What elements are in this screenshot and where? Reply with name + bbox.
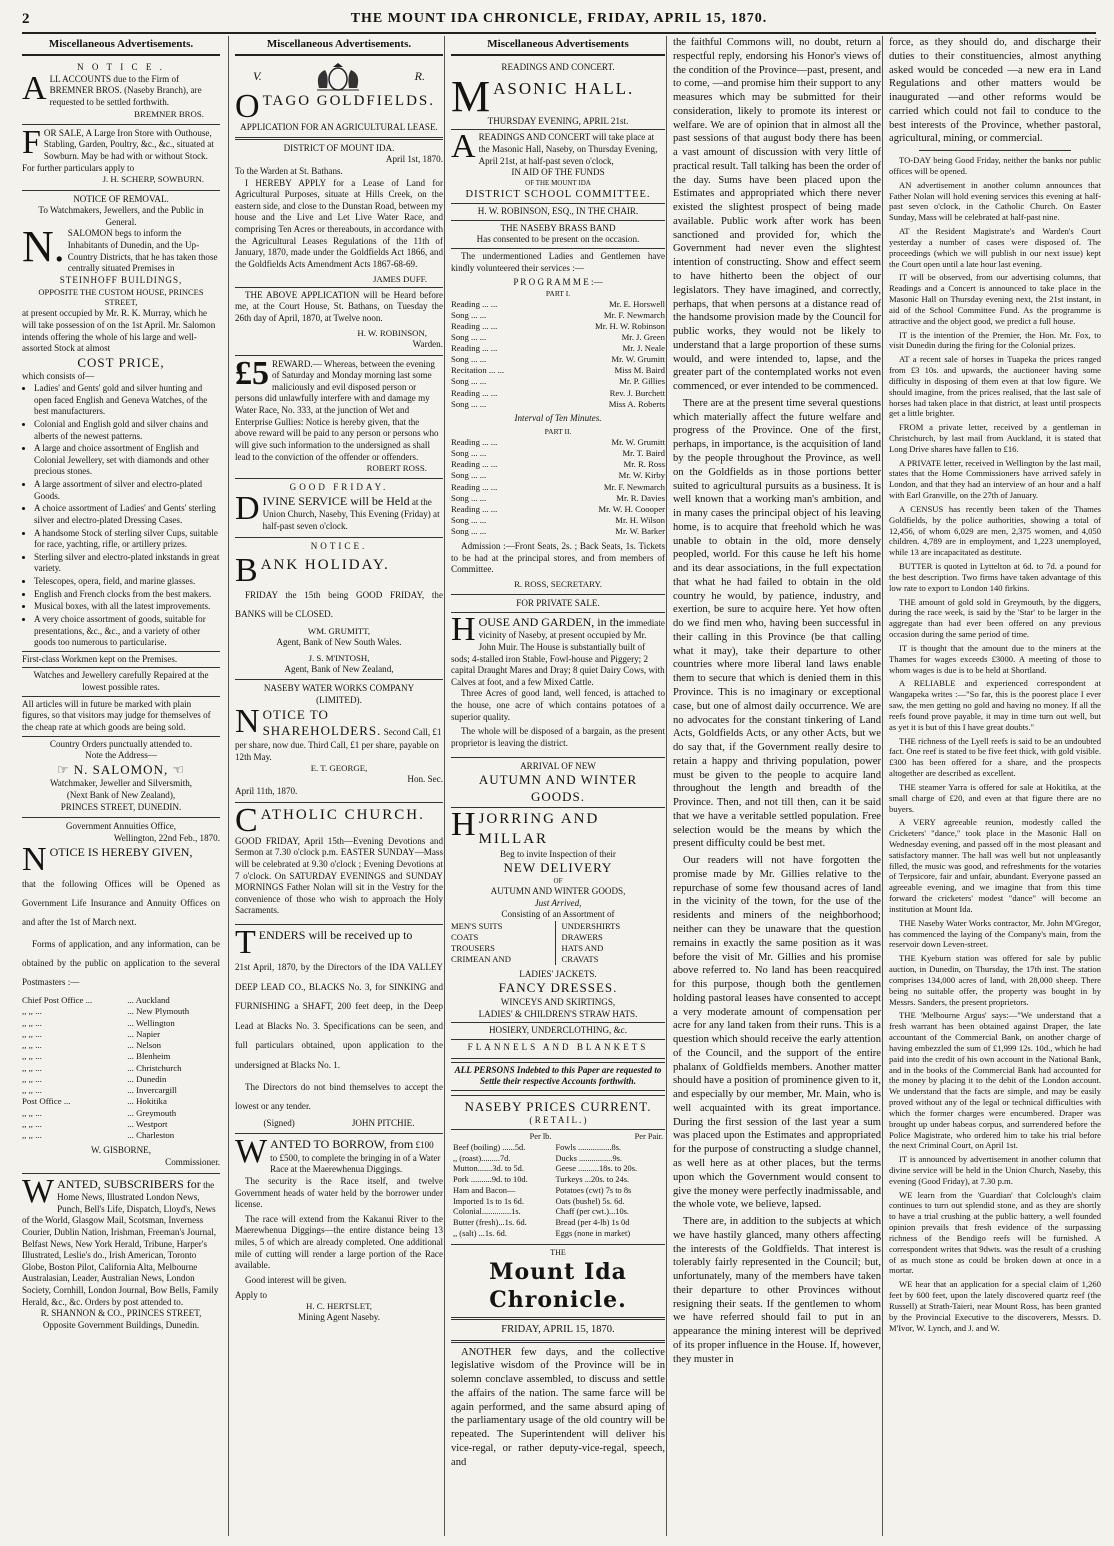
lease-signature: JAMES DUFF.: [372, 273, 427, 284]
news-item: WE learn from the 'Guardian' that Colclough's claim continues to turn out splendid stone, and as they are shortly to have a trial crushing at the public battery, a well founded opinion prevails that fresh evidence of the surpassing richness of the Bendigo reefs will be furnished. A correspondent writes that 9dwts. was the result of a crushing of as much stone as could be broken down at once in a mortar.: [889, 1189, 1101, 1276]
news-item: A CENSUS has recently been taken of the Thames Goldfields, by the police authorities, showing a total of 12,456, of whom 6,029 are men, 2,375 women, and 4,050 children. 4,789 are in employment, and 1,223 unemployed, while 13 are incapacitated as destitute.: [889, 503, 1101, 558]
share-date: April 11th, 1870.: [235, 786, 298, 797]
bank-signature-2: J. S. M'INTOSH,: [308, 652, 370, 663]
bank-role-1: Agent, Bank of New South Wales.: [276, 636, 402, 647]
programme-part-1: [451, 299, 665, 410]
opposite-custom-house: OPPOSITE THE CUSTOM HOUSE, PRINCES STREET,: [38, 286, 204, 308]
table-row: Reading ... ... Mr. H. W. Robinson: [451, 320, 665, 331]
borrow-role: Mining Agent Naseby.: [297, 1312, 380, 1323]
flannels: FLANNELS AND BLANKETS: [467, 1041, 649, 1052]
beg: Beg to invite Inspection of their: [500, 848, 616, 859]
borrow-text-3: The race will extend from the Kakanui River to the Maerewhenua Diggings—the entire distance being 13 miles, 5 of which are already completed. One additional mile of cutting will render a large portion of the Race available.: [235, 1213, 443, 1271]
list-item: • Telescopes, opera, field, and marine glasses.: [34, 576, 220, 588]
sale-ad: [22, 125, 220, 191]
catholic-title: ATHOLIC CHURCH.: [260, 806, 425, 823]
hand-pointer-icon: ☜: [168, 761, 186, 777]
commissioner: Commissioner.: [165, 1157, 220, 1168]
table-row: ,, ,, ... ... Blenheim: [22, 1051, 171, 1062]
ladies-jackets: LADIES' JACKETS.: [519, 968, 597, 979]
news-item: WE hear that an application for a special claim of 1,260 feet by 600 feet, upon the lately discovered quartz reef (the Russell) at Strath-Taieri, near Mount Ross, has been granted by the Provincial Executive to the discoverers, Messrs. D. M'Ivor, W. Lynch, and J. and W.: [889, 1279, 1101, 1333]
hjorring-millar-ad: [451, 758, 665, 1059]
cost-price: COST PRICE,: [77, 354, 165, 370]
good-friday-ad: [235, 479, 443, 537]
news-item: IT is announced by advertisement in another column that divine service will be held in the Union Church, Naseby, this evening (Good Friday), at 7.30 p.m.: [889, 1154, 1101, 1186]
chair: H. W. ROBINSON, ESQ., IN THE CHAIR.: [477, 206, 639, 217]
masthead: [22, 6, 1096, 34]
page-number: 2: [22, 10, 30, 27]
royal-r: R.: [414, 69, 425, 84]
news-item: TO-DAY being Good Friday, neither the banks nor public offices will be opened.: [889, 155, 1101, 176]
winceys: WINCEYS AND SKIRTINGS,: [500, 997, 616, 1008]
table-row: Reading ... ... Rev. J. Burchett: [451, 387, 665, 398]
list-item: • A handsome Stock of sterling silver Cups, suitable for race, yachting, rifle, or artillery prizes.: [34, 528, 220, 551]
drop-cap: W: [235, 1133, 268, 1171]
news-item: BUTTER is quoted in Lyttelton at 6d. to 7d. a pound for the best description. Two firms have taken advantage of this low rate to export to London 140 firkins.: [889, 561, 1101, 593]
table-row: Song ... ... Mr. H. Wilson: [451, 514, 665, 525]
chronicle-editorial: [451, 1245, 665, 1477]
table-row: Reading ... ... Mr. R. Ross: [451, 459, 665, 470]
news-item: IT will be observed, from our advertising columns, that Readings and a Concert is announced to take place in the Masonic Hall on Thursday evening next, the 21st instant, in aid of the School Committee Fund. As the programme is attractive and the object good, we predict a full house.: [889, 272, 1101, 326]
wanted-signature: R. SHANNON & CO., PRINCES STREET,: [40, 1308, 202, 1319]
tenders-note: The Directors do not bind themselves to accept the lowest or any tender.: [235, 1082, 443, 1111]
table-row: Ham and Bacon— Potatoes (cwt) 7s to 8s: [453, 1185, 632, 1195]
share-title: OTICE TO SHAREHOLDERS.: [262, 706, 382, 739]
volunteered: The undermentioned Ladies and Gentlemen have kindly volunteered their services :—: [451, 251, 665, 273]
notice-heading: NOTICE.: [310, 540, 368, 551]
royal-crest-icon: [311, 62, 365, 92]
bank-role-2: Agent, Bank of New Zealand,: [284, 663, 394, 674]
school-committee: DISTRICT SCHOOL COMMITTEE.: [465, 188, 651, 200]
straw-hats: LADIES' & CHILDREN'S STRAW HATS.: [478, 1008, 638, 1019]
removal-to: To Watchmakers, Jewellers, and the Public in General.: [38, 205, 204, 227]
address-next: (Next Bank of New Zealand),: [66, 790, 176, 801]
drop-cap: B: [235, 552, 258, 590]
list-item: • A very choice assortment of goods, suitable for presentations, &c., &c., and a variety of other goods too numerous to particularise.: [34, 614, 220, 649]
table-row: ,, ,, ... ... Dunedin: [22, 1073, 167, 1084]
programme-heading: P R O G R A M M E :—: [513, 277, 603, 288]
annuities-ad: [22, 818, 220, 1173]
drop-cap: W: [22, 1172, 55, 1210]
hjorring-title: JORRING AND MILLAR: [478, 811, 600, 847]
admission-signature: R. ROSS, SECRETARY.: [514, 579, 602, 590]
table-row: ,, (roast).........7d. Ducks ................9s.: [453, 1153, 622, 1163]
table-row: Song ... ... Mr. J. Green: [451, 331, 665, 342]
hand-pointer-icon: ☞: [56, 761, 74, 777]
table-row: Song ... ... Mr. W. Kirby: [451, 470, 665, 481]
bremner-text: LL ACCOUNTS due to the Firm of BREMNER BROS. (Naseby Branch), are requested to be settled forthwith.: [49, 73, 202, 107]
annuities-text: that the following Offices will be Opened as Government Life Insurance and Annuity Offices on and after the 1st of March next.: [22, 878, 220, 927]
drop-cap: N.: [22, 222, 65, 272]
country-orders: Country Orders punctually attended to.: [49, 738, 193, 749]
list-item: • Sterling silver and electro-plated inkstands in great variety.: [34, 552, 220, 575]
list-item: CRIMEAN AND: [451, 953, 511, 964]
address-street: PRINCES STREET, DUNEDIN.: [60, 801, 182, 812]
reward-text: REWARD.— Whereas, between the evening of Saturday and Monday morning last some maliciously and evil disposed person or persons did unlawfully interfere with and damage my Water Race, No. 333, at the junction of Wet and Enterprise Gullies: Notice is hereby given, that the above reward will be paid to any person or persons who will give such information to the undersigned as shall lead to the conviction of the offender or offenders.: [235, 358, 439, 462]
interval: Interval of Ten Minutes.: [514, 412, 602, 423]
list-item: COATS: [451, 931, 479, 942]
table-row: Song ... ... Mr. P. Gillies: [451, 376, 665, 387]
hearing-role: Warden.: [412, 338, 443, 349]
drop-cap: H: [451, 806, 476, 844]
table-row: Colonial..............1s. Chaff (per cwt.)...10s.: [453, 1207, 630, 1217]
goods-list: [451, 921, 665, 965]
private-sale-ad: [451, 595, 665, 757]
to-warden: To the Warden at St. Bathans.: [235, 165, 343, 176]
editorial-paragraph: force, as they should do, and discharge their duties to their constituencies, almost anything asked would be conceded —a new era in Land Regulations and other matters would be inaugurated —and other reforms would be carried which could not fail to conduce to the best interests of the Province, whether pastoral, agricultural, mining, or commercial.: [889, 37, 1101, 145]
news-item: AN advertisement in another column announces that Father Nolan will hold evening services this evening at half-past seven o'clock, in the Catholic Church. On Easter Sunday, Mass will be celebrated at half-past nine.: [889, 179, 1101, 223]
reward-signature: ROBERT ROSS.: [366, 463, 427, 474]
table-row: Song ... ... Miss A. Roberts: [451, 398, 665, 409]
table-row: Song ... ... Mr. R. Davies: [451, 492, 665, 503]
lease-text: I HEREBY APPLY for a Lease of Land for Agricultural Purposes, situate at Hills Creek, on the eastern side, and close to the Dunstan Road, between my house and the Live and Let Live Water Race, and comprising Ten Acres or thereabouts, in accordance with the Agricultural Leases Regulations of the 11th of January, 1870, made under the Goldfields Act 1866, and the Goldfields Acts Amendment Acts 1867-68-69.: [235, 177, 443, 269]
drop-cap: M: [451, 71, 491, 121]
bremner-signature: BREMNER BROS.: [134, 108, 204, 119]
divine-text: at the Union Church, Naseby, This Evening (Friday) at half-past seven o'clock.: [262, 497, 440, 532]
news-item: A RELIABLE and experienced correspondent at Wangapeka writes :—"So far, this is the poorest place I ever saw, the men getting no gold and having no money. If all the reefs found prove payable, it may in time turn out well, but as yet it is but of this I have great doubts.": [889, 678, 1101, 732]
repairs-note: Watches and Jewellery carefully Repaired at the lowest possible rates.: [33, 670, 209, 693]
drop-cap: T: [235, 924, 256, 962]
in-aid: IN AID OF THE FUNDS: [511, 167, 605, 178]
column-1: [22, 36, 226, 1536]
tenders-ad: [235, 925, 443, 1134]
programme-part-2: [451, 437, 665, 537]
editorial-date: FRIDAY, APRIL 15, 1870.: [501, 1324, 615, 1336]
news-item: THE Kyeburn station was offered for sale by public auction, in Dunedin, on Thursday, the 17th inst. The station comprises 134,000 acres of land, with 28,000 sheep. There being no suitable offer, the property was bought in by Messrs. Sanders, the present proprietors.: [889, 953, 1101, 1007]
column-header: Miscellaneous Advertisements: [451, 36, 665, 56]
list-item: • Musical boxes, with all the latest improvements.: [34, 601, 220, 613]
tenders-signed: (Signed): [263, 1117, 295, 1128]
drop-cap: H: [451, 610, 476, 648]
borrow-text: £100 to £500, to complete the bringing in of a Water Race at the Maerewhenua Diggings.: [270, 1140, 441, 1175]
address-trade: Watchmaker, Jeweller and Silversmith,: [49, 778, 193, 789]
bank-title: ANK HOLIDAY.: [260, 557, 390, 574]
list-item: HATS AND: [561, 942, 604, 953]
news-item: THE richness of the Lyell reefs is said to be an undoubted fact. One reef is stated to be five feet thick, with gold visible. £300 has been offered for a share, and the prospects altogether are described as excellent.: [889, 735, 1101, 779]
share-role: Hon. Sec.: [407, 774, 443, 785]
column-header: Miscellaneous Advertisements.: [22, 36, 220, 56]
list-item: • Colonial and English gold and silver chains and alberts of the newest patterns.: [34, 419, 220, 442]
list-item: CRAVATS: [561, 953, 599, 964]
royal-v: V.: [253, 69, 262, 84]
borrow-title: ANTED TO BORROW, from: [270, 1137, 414, 1152]
marked-note: All articles will in future be marked with plain figures, so that visitors may judge for themselves of the cheap rate at which goods are being sold.: [22, 698, 211, 732]
tenders-signature: JOHN PITCHIE.: [351, 1117, 415, 1128]
table-row: ,, ,, ... ... Charleston: [22, 1130, 175, 1141]
stock-list: [22, 383, 220, 649]
of: OF: [553, 877, 563, 886]
reward-ad: [235, 356, 443, 480]
house-title: OUSE AND GARDEN, in the: [478, 614, 625, 629]
wanted-text: the Home News, Illustrated London News, Punch, Bell's Life, Dispatch, Lloyd's, News of the World, Glasgow Mail, Scotsman, Inverness Courier, Dublin Nation, Irishman, Freeman's Journal, Belfast News, New York Herald, Tribune, Harper's Illustrated, Leslie's do., Irish American, Toronto Globe, Boston Pilot, California Alta, Melbourne Australasian, Leader, Australian News, London Society, Cornhill, London Journal, Bow Bells, Family Herald, &c., &c. Orders by post attended to.: [22, 1179, 219, 1307]
news-item: THE steamer Yarra is offered for sale at Hokitika, at the small charge of £20, and even at that figure there are no buyers.: [889, 781, 1101, 814]
autumn-goods-2: AUTUMN AND WINTER GOODS,: [490, 885, 626, 896]
column-3: [444, 36, 671, 1536]
table-row: Imported 1s to 1s 6d. Oats (bushel) 5s. 6d.: [453, 1196, 625, 1206]
list-item: • English and French clocks from the best makers.: [34, 589, 220, 601]
table-row: ,, ,, ... ... Greymouth: [22, 1107, 177, 1118]
of-mount-ida: OF THE MOUNT IDA: [525, 178, 591, 187]
thursday: THURSDAY EVENING, APRIL 21st.: [487, 115, 629, 126]
catholic-church-ad: [235, 803, 443, 925]
drop-cap: A: [22, 69, 47, 107]
per-lb: Per lb.: [529, 1132, 552, 1142]
table-row: ,, ,, ... ... Nelson: [22, 1040, 161, 1051]
retail: ( R E T A I L . ): [529, 1115, 587, 1126]
workmen-note: First-class Workmen kept on the Premises.: [22, 653, 178, 664]
borrow-text-4: Good interest will be given.: [245, 1274, 347, 1285]
table-row: Reading ... ... Mr. W. Grumitt: [451, 437, 665, 448]
hosiery: HOSIERY, UNDERCLOTHING, &c.: [488, 1025, 627, 1036]
bank-signature-1: WM. GRUMITT,: [307, 625, 371, 636]
list-item: DRAWERS: [561, 931, 603, 942]
otago-subtitle: APPLICATION FOR AN AGRICULTURAL LEASE.: [240, 122, 438, 133]
list-item: TROUSERS: [451, 942, 495, 953]
salomon-text-2: at present occupied by Mr. R. K. Murray, which he will take possession of on the 1st April. Mr. Salomon intends offering the whole of his large and well-assorted Stock at almost: [22, 308, 216, 354]
per-pair: Per Pair.: [634, 1132, 663, 1142]
table-row: Reading ... ... Mr. E. Horswell: [451, 298, 665, 309]
wanted-signature-2: Opposite Government Buildings, Dunedin.: [42, 1319, 200, 1330]
hearing-signature: H. W. ROBINSON,: [357, 327, 427, 338]
table-row: Song ... ... Mr. W. Grumitt: [451, 354, 665, 365]
indebted-text: ALL PERSONS Indebted to this Paper are requested to Settle their respective Accounts forthwith.: [451, 1062, 665, 1091]
removal-heading: NOTICE OF REMOVAL.: [73, 193, 169, 204]
lease-date: April 1st, 1870.: [385, 154, 443, 165]
masthead-title: THE MOUNT IDA CHRONICLE, FRIDAY, APRIL 15, 1870.: [350, 11, 768, 26]
divine-title: IVINE SERVICE will be Held: [262, 494, 410, 509]
arrival: ARRIVAL OF NEW: [520, 760, 596, 771]
wanted-title: ANTED, SUBSCRIBERS for: [57, 1176, 201, 1191]
bank-text: FRIDAY the 15th being GOOD FRIDAY, the BANKS will be CLOSED.: [235, 590, 443, 619]
borrow-text-2: The security is the Race itself, and twelve Government heads of water held by the borrower under license.: [235, 1175, 443, 1210]
table-row: Post Office ... ... Hokitika: [22, 1096, 167, 1107]
bremner-ad: [22, 59, 220, 125]
news-item: FROM a private letter, received by a gentleman in Christchurch, by last mail from Auckland, it is stated that Long Drive shares have fallen to £16.: [889, 422, 1101, 454]
drop-cap: N: [22, 840, 47, 878]
consists-of: which consists of—: [22, 371, 95, 382]
annuities-office: Government Annuities Office,: [65, 821, 177, 832]
band-text: Has consented to be present on the occasion.: [476, 234, 640, 245]
list-item: • A choice assortment of Ladies' and Gents' sterling silver and electro-plated Dressing Cases.: [34, 503, 220, 526]
offices-table: [22, 995, 220, 1141]
list-item: • A large and choice assortment of English and Colonial Jewellery, set with diamonds and other precious stones.: [34, 443, 220, 478]
readings-text: READINGS AND CONCERT will take place at the Masonic Hall, Naseby, on Thursday Evening, April 21st, at half-past seven o'clock,: [478, 132, 658, 166]
admission: Admission :—Front Seats, 2s. ; Back Seats, 1s. Tickets to be had at the principal stores, and from members of Committee.: [451, 541, 665, 575]
table-row: ,, ,, ... ... New Plymouth: [22, 1006, 190, 1017]
news-item: THE 'Melbourne Argus' says:—"We understand that a fresh warrant has been obtained against Draper, the late accountant of the Commercial Bank, on another charge of having embezzled the sum of £1,999 12s. 10d., which he had paid into the credit of his own account in the National Bank, and in the books of the Commercial Bank had accounted for the money by placing it to the debit of the London account. We understand that the facts are simple, and may be easily proved without any of the legal or technical difficulties with which the former charges were encumbered. Draper was brought up under habeas corpus, and surrendered before the Police Magistrate, who ordered him to take his trial before the next Criminal Court, on April 1st.: [889, 1010, 1101, 1151]
borrow-apply: Apply to: [235, 1289, 268, 1300]
tenders-title: ENDERS will be received up to: [258, 928, 413, 943]
just-arrived: Just Arrived,: [534, 897, 582, 908]
drop-cap: A: [451, 128, 476, 166]
tenders-text: 21st April, 1870, by the Directors of the IDA VALLEY DEEP LEAD CO., BLACKS No. 3, for SINKING and FURNISHING a SHAFT, 200 feet deep, in the Deep Lead at Blacks No. 3. Specifications can be seen, and full particulars obtained, upon application to the undersigned at Blacks No. 1.: [235, 962, 443, 1070]
good-friday-heading: GOOD FRIDAY.: [289, 482, 389, 493]
limited: (LIMITED).: [316, 695, 362, 706]
editorial-paragraph: Our readers will not have forgotten the promise made by Mr. Gillies relative to the repurchase of some few thousand acres of land in the vicinity of the town, for the use of the residents and miners of the neighborhood; neither can they be unaware that the question remains in exactly the same position as it was before the visit of Mr. Gillies and his promise above referred to. No land has been reacquired for this purpose, though both the gentlemen holding pastoral leases have consented to accept a very moderate amount of compensation per acre for any land taken from their runs. This is a question which should receive the early attention of the Council, and the support of the entire phalanx of Goldfields members. Another matter should have a position of prominence given to it, and especially by our member, Mr. Main, who is well acquainted with its great importance. During the first session of the last year a sum was placed upon the Estimates and appropriated for the purpose of constructing a sludge channel, as well here as at other places, but the terms upon which the Government would consent to give the money were perfectly inadmissable, and the whole vote, we believe, lapsed.: [673, 855, 881, 1211]
address-name: ☞ N. SALOMON, ☜: [56, 761, 186, 777]
table-row: Recitation ... ... Miss M. Baird: [451, 365, 665, 376]
annuities-forms: Forms of application, and any information, can be obtained by the public on application to the several Postmasters :—: [22, 938, 220, 988]
news-item: THE amount of gold sold in Greymouth, by the diggers, during the race week, is said by the 'Star' to be larger in the aggregate than had ever been offered on any previous occasion during the same period of time.: [889, 596, 1101, 640]
steinhoff-buildings: STEINHOFF BUILDINGS,: [59, 274, 183, 285]
otago-title: TAGO GOLDFIELDS.: [262, 93, 436, 110]
table-row: Mutton.......3d. to 5d. Geese ..........18s. to 20s.: [453, 1164, 638, 1174]
readings-heading: READINGS AND CONCERT.: [501, 62, 615, 73]
table-row: Song ... ... Mr. T. Baird: [451, 448, 665, 459]
salomon-ad: [22, 191, 220, 819]
house-text: immediate vicinity of Naseby, at present occupied by Mr. John Muir. The House is substantially built of sods; 4-stalled iron Stable, Fowl-house and Piggery; 2 capital Draught Mares and Dray; 8 quiet Dairy Cows, with Calves at foot, and a few Mixed Cattle.: [451, 617, 665, 687]
table-row: ,, ,, ... ... Napier: [22, 1028, 161, 1039]
share-signature: E. T. GEORGE,: [310, 763, 368, 774]
list-item: • A large assortment of silver and electro-plated Goods.: [34, 479, 220, 502]
drop-cap: O: [235, 88, 260, 126]
table-row: ,, ,, ... ... Christchurch: [22, 1062, 182, 1073]
annuities-date: Wellington, 22nd Feb., 1870.: [113, 832, 220, 843]
editorial-paragraph: There are, in addition to the subjects at which we have hastily glanced, many others affecting the interests of the Goldfields. That interest is tolerably fairly represented in the Council; but, unfortunately, many of the members have taken their departure to other Provinces without resigning their seats. If the gentlemen to whom we have referred should fail to put in an appearance the mining interest will be deprived of its proper influence in the House. If, however, they muster in: [673, 1216, 881, 1365]
column-4: [666, 36, 887, 1536]
wanted-subscribers-ad: [22, 1174, 220, 1336]
reward-amount: £5: [235, 354, 269, 392]
hearing-text: THE ABOVE APPLICATION will be Heard before me, at the Court House, St. Bathans, on Tuesday the 26th day of April, 1870, at Twelve noon.: [235, 289, 443, 324]
new-delivery: NEW DELIVERY: [503, 860, 613, 876]
part-2: PART II.: [544, 427, 572, 437]
bank-holiday-ad: [235, 538, 443, 681]
news-item: THE Naseby Water Works contractor, Mr. John M'Gregor, has commenced the laying of the Company's main, from the reservoir down Leven-street.: [889, 917, 1101, 950]
fancy-dresses: FANCY DRESSES.: [498, 980, 618, 996]
salomon-text: SALOMON begs to inform the Inhabitants of Dunedin, and the Up-Country Districts, that he has taken those centrally situated Premises in: [67, 228, 218, 274]
notice-heading: N O T I C E .: [77, 62, 165, 73]
table-row: ,, ,, ... ... Invercargill: [22, 1085, 177, 1096]
table-row: Chief Post Office ... ... Auckland: [22, 995, 170, 1006]
table-row: Pork ..........9d. to 10d. Turkeys ...20s. to 24s.: [453, 1175, 630, 1185]
water-company: NASEBY WATER WORKS COMPANY: [263, 683, 415, 694]
consisting: Consisting of an Assortment of: [501, 909, 615, 920]
table-row: Beef (boiling) ......5d. Fowls ................8s.: [453, 1142, 622, 1152]
part-1: PART I.: [545, 288, 571, 298]
table-row: Song ... ... Mr. W. Barker: [451, 526, 665, 537]
table-row: Reading ... ... Mr. J. Neale: [451, 343, 665, 354]
table-row: Song ... ... Mr. F. Newmarch: [451, 309, 665, 320]
chronicle-title: Mount Ida Chronicle.: [489, 1258, 627, 1313]
share-text: Second Call, £1 per share, now due. Third Call, £1 per share, payable on 12th May.: [235, 727, 442, 762]
table-row: Reading ... ... Mr. F. Newmarch: [451, 481, 665, 492]
news-item: IT is the intention of the Premier, the Hon. Mr. Fox, to visit Dunedin during the firing for the Colonial prizes.: [889, 329, 1101, 351]
drop-cap: C: [235, 801, 258, 839]
the: THE: [550, 1247, 566, 1257]
borrow-signature: H. C. HERTSLET,: [305, 1301, 372, 1312]
private-heading: FOR PRIVATE SALE.: [516, 598, 600, 609]
prices-current: [451, 1096, 665, 1245]
drop-cap: F: [22, 123, 41, 161]
news-item: IT is thought that the amount due to the miners at the Thames for wages exceeds £3000. A meeting of those to whom wages is due is to be held at Shortland.: [889, 642, 1101, 675]
table-row: ,, (salt) ...1s. 6d. Eggs (none in market): [453, 1228, 631, 1238]
list-item: MEN'S SUITS: [451, 920, 503, 931]
borrow-ad: [235, 1134, 443, 1328]
masonic-hall-ad: [451, 59, 665, 595]
editorial-paragraph: There are at the present time several questions which materially affect the future welfare and progress of the Province. One of the first, perhaps, in importance, is the acquisition of land by the people throughout the Province, as well on the Goldfields as in those portions better suited to agricultural pursuits as a business. It is well known that a working man's ambition, and in many cases the principal object of his leaving home, is to acquire that freehold which he was unable to obtain in the old, more densely peopled, world. For this cause he left his home and its dear associations, in the full expectation that what he had failed to obtain in the old country he would, by patience, industry, and exertion, be sure to acquire here. Yet how often do we find men who, having been successful in their calling in this Province (be that calling what it may), take their departure to other countries where more liberal land laws enable them to secure that which is denied them in this Province. This is no imaginary or exceptional case, but one of almost daily occurrence. We are no advocates for the constant tinkering of Land Acts, Goldfields Acts, or any other Acts, but we do say that, if the Government really desire to retain a happy and thriving population, power must be given to the people to acquire land throughout the length and breadth of the Province. Then, and not till then, can it be said that we have a veritable settled population. Free selection would be the means by which the present difficulty could be best met.: [673, 397, 881, 850]
indebted-notice: [451, 1059, 665, 1096]
address-note: Note the Address—: [85, 750, 157, 761]
prices-table: [451, 1132, 665, 1240]
drop-cap: N: [235, 702, 260, 740]
sale-text: OR SALE, A Large Iron Store with Outhouse, Stabling, Garden, Poultry, &c., &c., situated at Sowburn. May be had with or without Stock. For further particulars apply to: [22, 127, 214, 173]
table-row: ,, ,, ... ... Westport: [22, 1118, 168, 1129]
column-2: [228, 36, 449, 1536]
news-item: AT a recent sale of horses in Tuapeka the prices ranged from £3 10s. and upwards, the auctioneer having some difficulty in disposing of them even at that low figure. We should imagine, from the prices realised, that the last sale of horses had taken place in that district, at least until prospects get a little brighter.: [889, 354, 1101, 419]
column-header: Miscellaneous Advertisements.: [235, 36, 443, 56]
table-row: Butter (fresh)...1s. 6d. Bread (per 4-lb) 1s 0d: [453, 1218, 630, 1228]
list-item: • Ladies' and Gents' gold and silver hunting and open faced English and Geneva Watches, of the best manufacturers.: [34, 383, 220, 418]
news-item: AT the Resident Magistrate's and Warden's Court yesterday a number of cases were disposed of. The proceedings (which we will publish in our next issue) kept the Court open until a late hour last evening.: [889, 226, 1101, 269]
district: DISTRICT OF MOUNT IDA.: [283, 142, 395, 153]
column-5: [882, 36, 1101, 1536]
autumn-goods: AUTUMN AND WINTER GOODS.: [478, 772, 638, 804]
annuities-title: OTICE IS HEREBY GIVEN,: [49, 844, 193, 859]
house-text-2: Three Acres of good land, well fenced, is attached to the house, one acre of which contains potatoes of a superior quality.: [451, 688, 665, 722]
shareholders-ad: [235, 680, 443, 802]
sale-signature: J. H. SCHERP, SOWBURN.: [102, 174, 204, 185]
band: THE NASEBY BRASS BAND: [500, 222, 616, 233]
leader-start: ANOTHER few days, and the collective legislative wisdom of the Province will be in solemn conclave assembled, to discuss and settle the affairs of the nation. The same farce will be again performed, and the same absurd aping of the parliamentary usage of the old country will be repeated. The Superintendent will deliver his vice-regal, or rather deputy-vice-regal, speech, and: [451, 1346, 665, 1468]
news-item: A PRIVATE letter, received in Wellington by the last mail, states that the Home Commissioners have arrived safely in London, and that they had an interview of an hour and a half with Earl Granville, on the 27th of January.: [889, 457, 1101, 501]
news-item: A VERY agreeable reunion, modestly called the Cricketers' "dance," took place in the Masonic Hall on Wednesday evening, and passed off in the most pleasant and satisfactory manner. The hall was well but not unpleasantly filled, the music was good, and refreshments for the votaries of Terpsicore, fair and unfair, abundant. Everyone passed an agreeable evening, and we imagine that from this time forward the cricketers' modest "dance" will become an institution at Mount Ida.: [889, 817, 1101, 914]
drop-cap: D: [235, 490, 260, 528]
prices-heading: NASEBY PRICES CURRENT.: [464, 1098, 652, 1114]
table-row: ,, ,, ... ... Wellington: [22, 1017, 175, 1028]
editorial-paragraph: the faithful Commons will, no doubt, return a respectful reply, endorsing his Honor's views of the condition of the Province—past, present, and to come, —and promise him their support to any measures which may be submitted for their consideration, likely to promote its interest or welfare. We are of opinion that in almost all the past sessions of that august body there has been a vast amount of discussion with very little of practical result. Tall talking has been the order of the day. Sums have been placed upon the Estimates and appropriated which there never existed the slightest prospect of being made available. Public work after work has been sanctioned and provided for, which the Government had never even the slightest intention of constructing. Show and effect seem to have hitherto been the object of our legislators. They have imagined, and correctly, perhaps, that when persons at a distance read of the handsome provision made by the Council for public works, they would not be likely to understand that a large proportion of these sums would, and were intended to, lapse, and the greater part of the contemplated works not even commenced, or ever intended to be commenced.: [673, 37, 881, 393]
list-item: UNDERSHIRTS: [561, 920, 621, 931]
house-text-3: The whole will be disposed of a bargain, as the present proprietor is leaving the district.: [451, 726, 665, 748]
masonic-title: ASONIC HALL.: [493, 78, 635, 98]
catholic-text: GOOD FRIDAY, April 15th—Evening Devotions and Sermon at 7.30 o'clock p.m. EASTER SUNDAY—Mass will be celebrated at 9.30 o'clock ; Evening Devotions at 7 o'clock. On SATURDAY EVENINGS and SUNDAY MORNINGS Father Nolan will sit in the Vestry for the convenience of those who wish to approach the Holy Sacraments.: [235, 835, 443, 916]
otago-goldfields-ad: [235, 59, 443, 356]
gisborne-signature: W. GISBORNE,: [90, 1145, 152, 1156]
table-row: Reading ... ... Mr. W. H. Coooper: [451, 503, 665, 514]
